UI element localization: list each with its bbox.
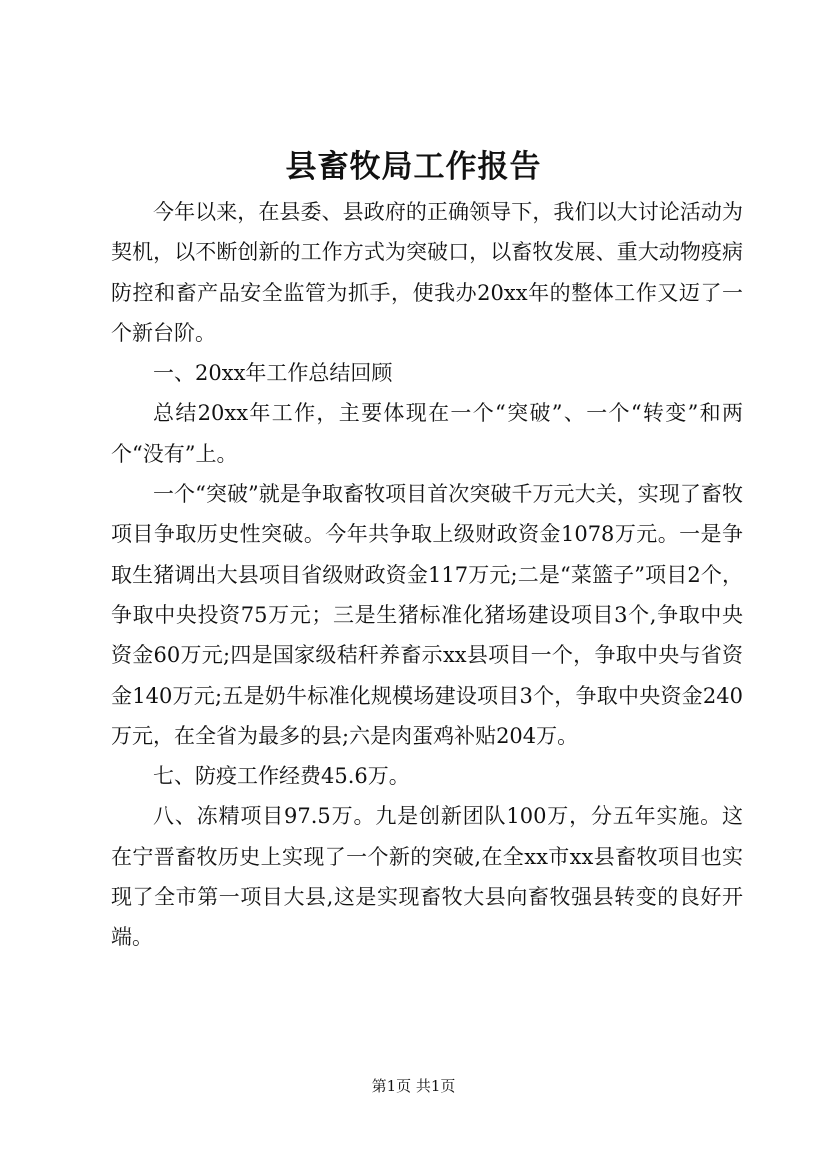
paragraph-frozen-semen: 八、冻精项目97.5万。九是创新团队100万，分五年实施。这在宁晋畜牧历史上实现了一个新的突破,在全xx市xx县畜牧项目也实现了全市第一项目大县,这是实现畜牧大县向畜牧强县转变的良好开端。 xyxy=(111,804,743,950)
paragraph-summary: 总结20xx年工作，主要体现在一个“突破”、一个“转变”和两个“没有”上。 xyxy=(111,401,743,466)
paragraph-breakthrough: 一个“突破”就是争取畜牧项目首次突破千万元大关，实现了畜牧项目争取历史性突破。今年共争取上级财政资金1078万元。一是争取生猪调出大县项目省级财政资金117万元;二是“菜篮子”项目2个，争取中央投资75万元；三是生猪标准化猪场建设项目3个,争取中央资金60万元;四是国家级秸秆养畜示xx县项目一个，争取中央与省资金140万元;五是奶牛标准化规模场建设项目3个，争取中央资金240万元，在全省为最多的县;六是肉蛋鸡补贴204万。 xyxy=(111,482,743,748)
document-body xyxy=(111,192,743,958)
paragraph-intro: 今年以来，在县委、县政府的正确领导下，我们以大讨论活动为契机，以不断创新的工作方式为突破口，以畜牧发展、重大动物疫病防控和畜产品安全监管为抓手，使我办20xx年的整体工作又迈了一个新台阶。 xyxy=(111,200,743,345)
document-title: 县畜牧局工作报告 xyxy=(285,149,542,185)
paragraph-epidemic-funds: 七、防疫工作经费45.6万。 xyxy=(153,764,410,789)
page-footer: 第1页 共1页 xyxy=(371,1077,456,1095)
section-heading-review: 一、20xx年工作总结回顾 xyxy=(153,361,393,386)
